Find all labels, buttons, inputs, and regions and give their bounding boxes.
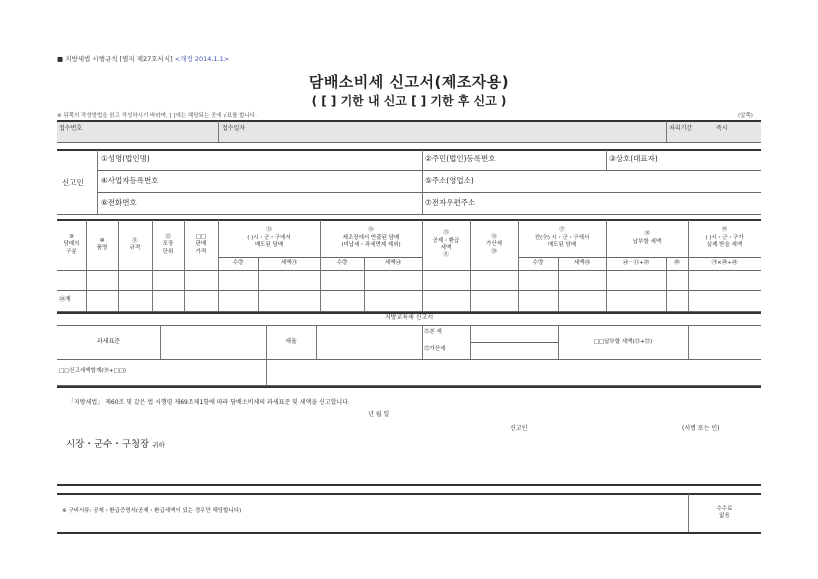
total-row-label: ⑳계 [59,296,71,303]
declared-tax-total-label: □□신고세액합계(⑲+□□) [59,368,127,374]
fee-value: 없음 [719,513,730,519]
filer-resident-number-field[interactable]: ②주민(법인)등록번호 [425,154,496,163]
filer-trade-name-field[interactable]: ③상호(대표자) [609,154,658,163]
sub-formula-receivable: ㉮×㉱÷㉰ [711,259,738,266]
signature-label[interactable]: (서명 또는 인) [682,425,720,432]
filer-section-label: 신고인 [62,178,84,187]
col-tax-payable: ⑱ 납부할 세액 [632,231,662,245]
declaration-statement: 「지방세법」 제60조 및 같은 법 시행령 제69조제1항에 따라 담배소비세의 과세표준 및 세액을 신고합니다. [68,399,350,406]
addressee-honorific: 귀하 [152,441,165,449]
sub-quantity-1: 수량 [232,259,244,266]
revision-note: <개정 2014.1.1> [174,55,230,63]
col-additional-tax: ⑯ 가산세 ⑳ [486,233,502,255]
form-title: 담배소비세 신고서(제조자용) [308,73,510,91]
col-local-sold-tobacco: ⑬ ( )시・군・구에서 매도된 담배 [247,227,291,249]
receipt-date-label: 접수일자 [222,125,246,132]
col-all-region-sold-tobacco: ⑰ 전(全) 시・군・구에서 매도된 담배 [534,227,590,249]
col-factory-released-tobacco: ⑭ 제조장에서 반출된 담배 (미납세・과세면제 제외) [341,227,401,249]
fee-label: 수수료 [716,505,733,512]
col-sale-price: □□ 판매 가격 [195,233,207,255]
sub-formula-rate: ㉱ [674,259,680,266]
law-reference: ■ 지방세법 시행규칙 [별지 제27호서식] <개정 2014.1.1> [57,55,230,63]
receipt-number-label: 접수번호 [59,125,83,132]
sub-tax-c: 세액㉰ [573,259,591,266]
processing-period-label: 처리기간 [669,125,693,132]
col-actual-receivable: ⑲ ( )시・군・구가 실제 받을 세액 [705,227,744,249]
declaration-filer-label: 신고인 [510,425,528,432]
addressee: 시장・군수・구청장 귀하 [66,439,165,450]
col-package-unit: ⑫ 포장 단위 [162,233,174,255]
filer-name-field[interactable]: ①성명(법인명) [101,154,150,163]
fee-cell [688,494,761,532]
col-tobacco-type: ⑨ 담배의 구분 [63,233,80,255]
sub-formula-payable: ㉯－⑪+⑳ [622,259,650,266]
col-spec: ⑪ 규격 [129,237,141,251]
sub-quantity-3: 수량 [532,259,544,266]
filer-email-field[interactable]: ⑦전자우편주소 [425,198,476,207]
attachments-note: ※ 구비서류: 공제・환급증명서(공제・환급세액이 있는 경우만 해당합니다) [62,508,242,514]
form-subtitle: ( [ ] 기한 내 신고 [ ] 기한 후 신고 ) [311,94,507,108]
instruction-note: ※ 뒤쪽의 작성방법을 읽고 작성하시기 바라며, [ ]에는 해당되는 곳에 √표를 합니다. [57,113,257,119]
filer-phone-field[interactable]: ⑥전화번호 [101,198,137,207]
processing-period-value: 즉시 [716,125,728,132]
filer-address-field[interactable]: ⑤주소(영업소) [425,176,474,185]
col-deduction-refund: ⑮ 공제・환급 세액 ⑪ [432,230,460,259]
col-product-name: ⑩ 품명 [96,237,108,251]
edu-tax-base-label: 과세표준 [96,338,121,346]
edu-tax-section-label: 지방교육세 신고서 [384,314,434,322]
declaration-date[interactable]: 년 월 일 [368,411,390,418]
sub-quantity-2: 수량 [336,259,348,266]
edu-tax-payable-label: □□납부할 세액(㉑+㉒) [593,338,653,345]
sub-tax-b: 세액㉯ [384,259,402,266]
edu-tax-main-label: ㉑본 세 [424,329,442,335]
page-side: (앞쪽) [738,113,753,119]
filer-business-number-field[interactable]: ④사업자등록번호 [101,176,159,185]
receipt-row-bg [57,121,761,142]
edu-tax-rate-label: 세율 [285,338,297,346]
edu-tax-additional-label: ㉒가산세 [424,346,446,352]
sub-tax-a: 세액㉮ [280,259,298,266]
